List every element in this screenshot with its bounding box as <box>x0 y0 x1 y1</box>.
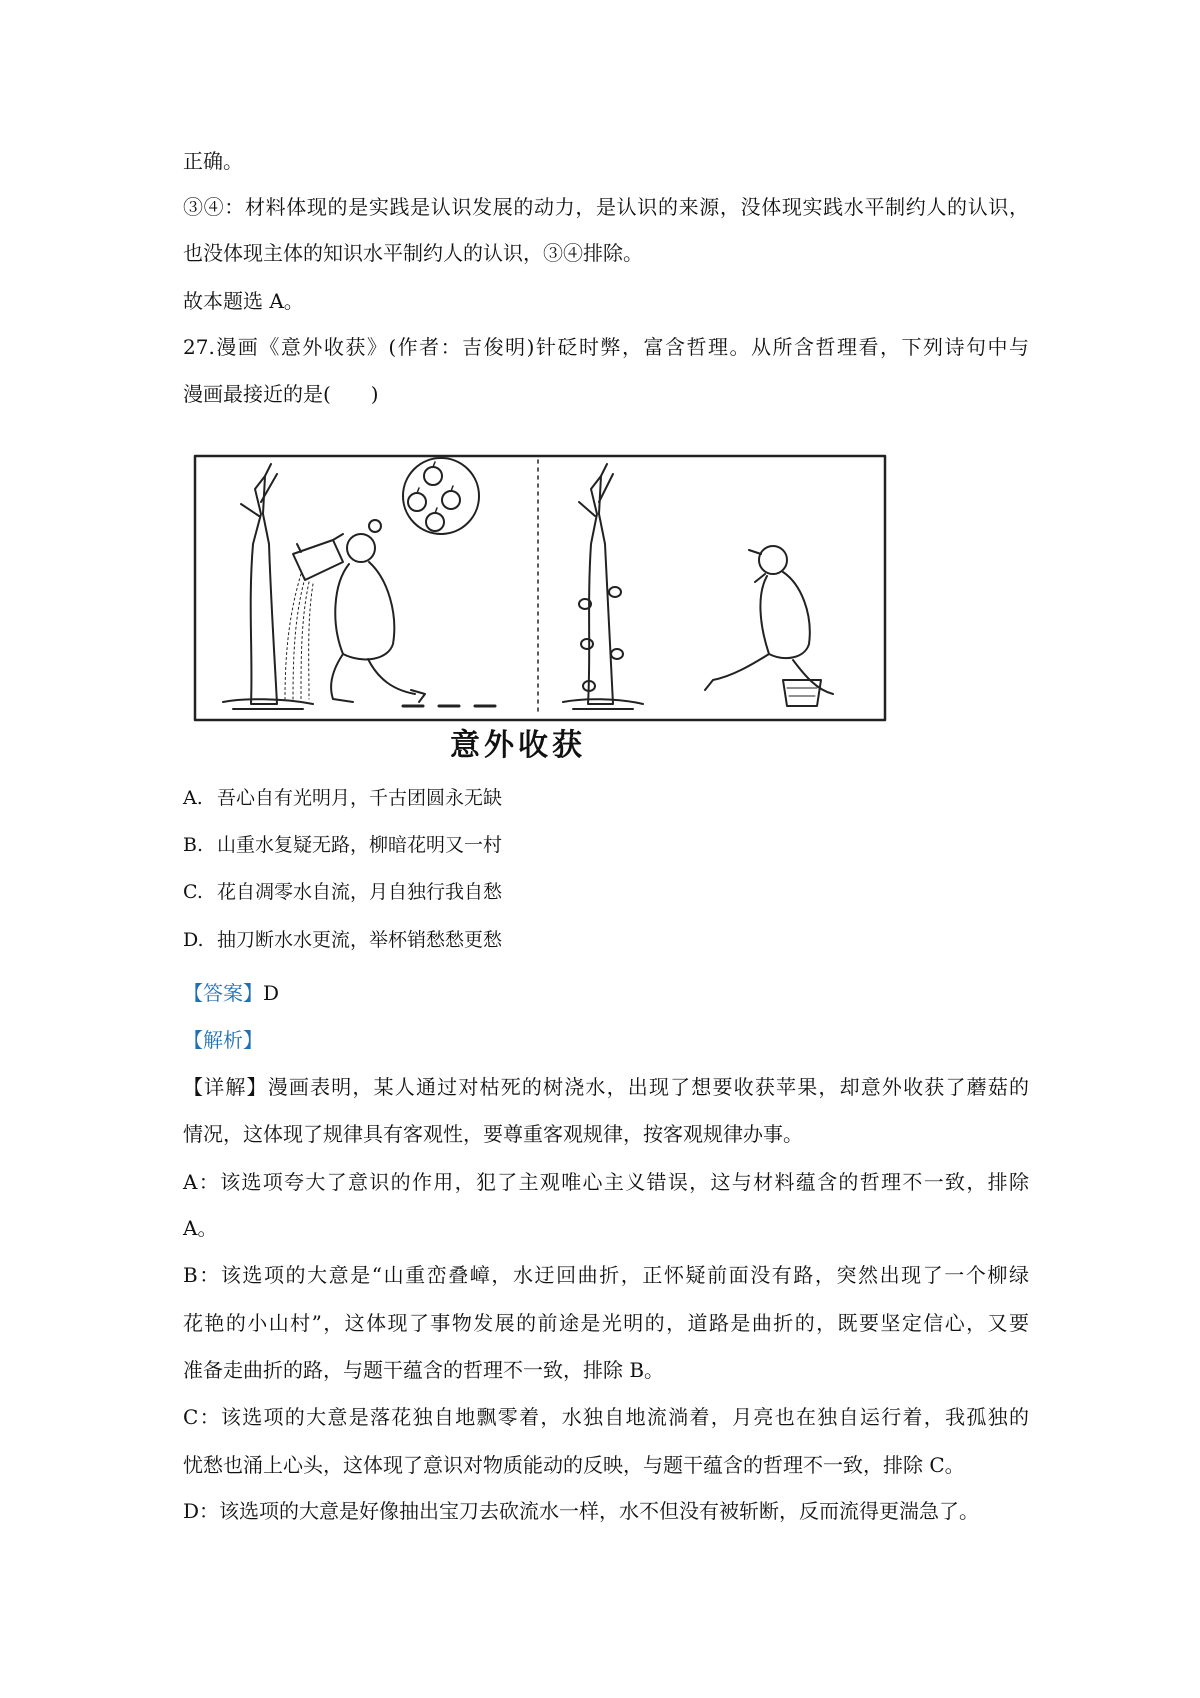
option-text: 花自凋零水自流，月自独行我自愁 <box>217 881 503 903</box>
option-c <box>183 878 502 906</box>
explanation-b: B：该选项的大意是“山重峦叠嶂，水迂回曲折，正怀疑前面没有路，突然出现了一个柳绿 <box>183 1263 1029 1287</box>
text-line: 也没体现主体的知识水平制约人的认识，③④排除。 <box>183 241 643 265</box>
water-stream <box>285 574 313 699</box>
analysis-label: 【解析】 <box>183 1028 263 1052</box>
detail-text: 漫画表明，某人通过对枯死的树浇水，出现了想要收获苹果，却意外收获了蘑菇的 <box>267 1075 1030 1099</box>
text-line: 正确。 <box>183 149 243 173</box>
explanation-a-cont: A。 <box>183 1216 218 1240</box>
person-watering <box>293 534 425 702</box>
option-text: 抽刀断水水更流，举杯销愁愁更愁 <box>217 929 503 951</box>
thought-bubble-apples <box>369 458 479 534</box>
cartoon-frame <box>195 456 885 720</box>
option-d <box>183 926 502 954</box>
question-27-stem-cont: 漫画最接近的是( ) <box>183 382 379 406</box>
option-a <box>183 784 502 812</box>
cartoon-illustration <box>193 454 887 722</box>
dead-tree-left <box>223 464 313 709</box>
answer-label: 【答案】 <box>183 981 263 1005</box>
option-text: 吾心自有光明月，千古团圆永无缺 <box>217 787 503 809</box>
explanation-c: C：该选项的大意是落花独自地飘零着，水独自地流淌着，月亮也在独自运行着，我孤独的 <box>183 1405 1029 1429</box>
answer-value: D <box>263 981 280 1005</box>
explanation-b-cont: 花艳的小山村”，这体现了事物发展的前途是光明的，道路是曲折的，既要坚定信心，又要 <box>183 1311 1029 1335</box>
explanation-b-cont: 准备走曲折的路，与题干蕴含的哲理不一致，排除 B。 <box>183 1358 665 1382</box>
person-with-basket <box>705 546 833 706</box>
text-line: ③④：材料体现的是实践是认识发展的动力，是认识的来源，没体现实践水平制约人的认识， <box>183 195 1029 219</box>
detail-line <box>183 1073 1029 1101</box>
tree-with-mushrooms <box>563 464 643 709</box>
detail-label: 【详解】 <box>183 1075 268 1099</box>
explanation-a: A：该选项夸大了意识的作用，犯了主观唯心主义错误，这与材料蕴含的哲理不一致，排除 <box>183 1170 1029 1194</box>
explanation-d: D：该选项的大意是好像抽出宝刀去砍流水一样，水不但没有被斩断，反而流得更湍急了。 <box>183 1499 980 1523</box>
option-letter: A. <box>183 787 203 809</box>
answer-line <box>183 979 279 1007</box>
question-27-stem: 27.漫画《意外收获》(作者：吉俊明)针砭时弊，富含哲理。从所含哲理看，下列诗句中与 <box>183 335 1029 359</box>
cartoon-title: 意外收获 <box>450 728 586 763</box>
option-letter: C. <box>183 881 203 903</box>
detail-line: 情况，这体现了规律具有客观性，要尊重客观规律，按客观规律办事。 <box>183 1122 803 1146</box>
text-line: 故本题选 A。 <box>183 289 304 313</box>
option-letter: D. <box>183 929 204 951</box>
option-text: 山重水复疑无路，柳暗花明又一村 <box>217 834 503 856</box>
option-letter: B. <box>183 834 204 856</box>
option-b <box>183 831 502 859</box>
explanation-c-cont: 忧愁也涌上心头，这体现了意识对物质能动的反映，与题干蕴含的哲理不一致，排除 C。 <box>183 1453 965 1477</box>
